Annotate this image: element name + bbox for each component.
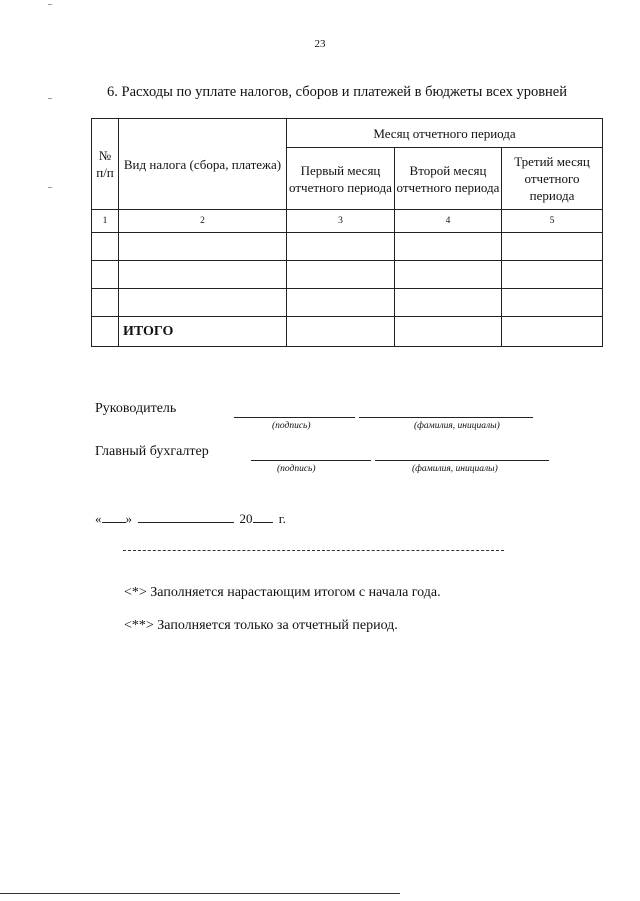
table-cell[interactable] (92, 261, 119, 289)
table-cell[interactable] (395, 261, 502, 289)
date-open-quote: « (95, 511, 102, 526)
table-cell[interactable] (119, 261, 287, 289)
date-close-quote: » (125, 511, 132, 526)
table-row (92, 261, 603, 289)
table-cell[interactable] (287, 261, 395, 289)
col-month-1-header: Первый месяц отчетного периода (287, 148, 395, 210)
head-label: Руководитель (95, 401, 177, 416)
table-cell[interactable] (287, 233, 395, 261)
table-cell[interactable] (287, 289, 395, 317)
date-day-blank[interactable] (102, 511, 126, 523)
column-number-row (92, 210, 603, 233)
col-tax-type-header: Вид налога (сбора, платежа) (119, 119, 287, 210)
column-number: 5 (502, 210, 603, 233)
scan-specks (48, 0, 58, 901)
section-title: 6. Расходы по уплате налогов, сборов и платежей в бюджеты всех уровней (107, 84, 568, 100)
table-header-row (92, 119, 603, 148)
table-cell[interactable] (119, 289, 287, 317)
date-year-prefix: 20 (239, 511, 253, 526)
head-name-line[interactable] (359, 417, 533, 418)
table-cell[interactable] (92, 233, 119, 261)
month-group-header: Месяц отчетного периода (287, 119, 603, 148)
page-bottom-rule (0, 893, 400, 894)
accountant-signature-line[interactable] (251, 460, 371, 461)
scan-speck (48, 98, 52, 99)
scan-speck (48, 187, 52, 188)
total-row (92, 317, 603, 347)
date-month-blank[interactable] (138, 511, 234, 523)
tax-expenses-table (91, 118, 603, 347)
accountant-label: Главный бухгалтер (95, 444, 209, 459)
footnote: <*> Заполняется нарастающим итогом с начала года. (124, 585, 441, 600)
footnote-separator (123, 550, 504, 551)
date-year-suffix: г. (278, 511, 286, 526)
column-number: 3 (287, 210, 395, 233)
date-line (95, 511, 286, 527)
column-number: 2 (119, 210, 287, 233)
name-caption: (фамилия, инициалы) (412, 464, 498, 474)
head-signature-line[interactable] (234, 417, 355, 418)
footnote: <**> Заполняется только за отчетный период. (124, 618, 398, 633)
page-number: 23 (314, 38, 326, 50)
col-month-2-header: Второй месяц отчетного периода (395, 148, 502, 210)
table-cell[interactable] (92, 317, 119, 347)
column-number: 4 (395, 210, 502, 233)
table-cell[interactable] (502, 261, 603, 289)
signature-caption: (подпись) (272, 421, 311, 431)
scan-speck (48, 4, 52, 5)
table-cell[interactable] (395, 289, 502, 317)
total-cell[interactable] (395, 317, 502, 347)
total-cell[interactable] (502, 317, 603, 347)
table-cell[interactable] (395, 233, 502, 261)
table-row (92, 233, 603, 261)
col-month-3-header: Третий месяц отчетного периода (502, 148, 603, 210)
table-cell[interactable] (502, 289, 603, 317)
accountant-name-line[interactable] (375, 460, 549, 461)
signature-caption: (подпись) (277, 464, 316, 474)
col-number-header: № п/п (92, 119, 119, 210)
table-cell[interactable] (119, 233, 287, 261)
column-number: 1 (92, 210, 119, 233)
name-caption: (фамилия, инициалы) (414, 421, 500, 431)
date-year-blank[interactable] (253, 511, 273, 523)
table-row (92, 289, 603, 317)
table-cell[interactable] (502, 233, 603, 261)
table-cell[interactable] (92, 289, 119, 317)
total-cell[interactable] (287, 317, 395, 347)
total-label: ИТОГО (119, 317, 287, 347)
